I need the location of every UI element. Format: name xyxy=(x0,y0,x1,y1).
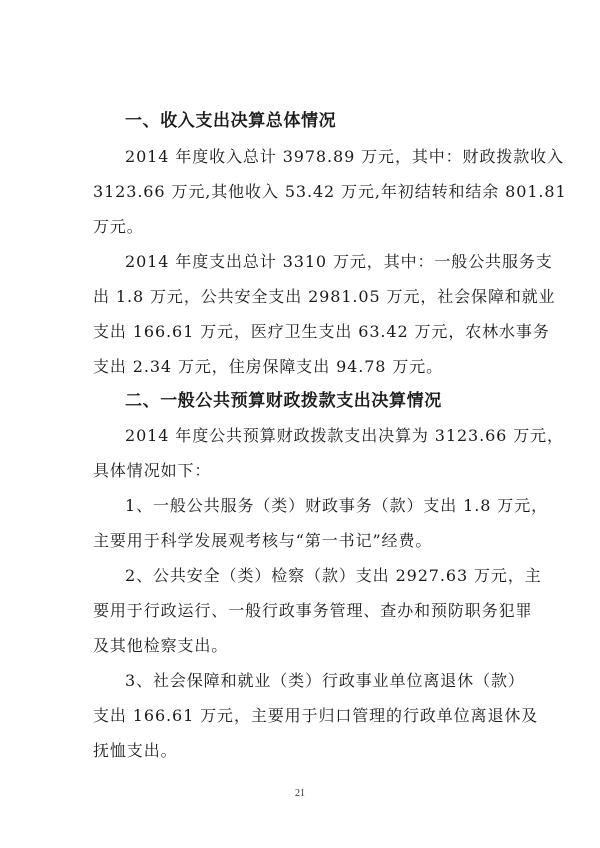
list-item-1-line: 1、一般公共服务（类）财政事务（款）支出 1.8 万元， xyxy=(125,496,548,515)
list-item-2-line: 及其他检察支出。 xyxy=(93,636,229,655)
paragraph-line: 支出 2.34 万元，住房保障支出 94.78 万元。 xyxy=(93,357,444,376)
list-item-1-line: 主要用于科学发展观考核与“第一书记”经费。 xyxy=(93,531,433,550)
paragraph-line: 2014 年度收入总计 3978.89 万元，其中：财政拨款收入 xyxy=(125,147,564,166)
section-heading-2: 二、一般公共预算财政拨款支出决算情况 xyxy=(125,391,442,411)
list-item-2-line: 要用于行政运行、一般行政事务管理、查办和预防职务犯罪 xyxy=(93,601,533,620)
list-item-3-line: 支出 166.61 万元，主要用于归口管理的行政单位离退休及 xyxy=(93,706,539,725)
paragraph-line: 2014 年度公共预算财政拨款支出决算为 3123.66 万元， xyxy=(125,426,564,445)
paragraph-line: 具体情况如下： xyxy=(93,461,212,480)
paragraph-line: 出 1.8 万元，公共安全支出 2981.05 万元，社会保障和就业 xyxy=(93,287,556,306)
page-number: 21 xyxy=(295,788,305,799)
paragraph-line: 万元。 xyxy=(93,217,144,236)
paragraph-line: 支出 166.61 万元，医疗卫生支出 63.42 万元，农林水事务 xyxy=(93,322,550,341)
paragraph-line: 2014 年度支出总计 3310 万元，其中：一般公共服务支 xyxy=(125,252,553,271)
paragraph-line: 3123.66 万元,其他收入 53.42 万元,年初结转和结余 801.81 xyxy=(93,182,567,201)
list-item-3-line: 抚恤支出。 xyxy=(93,741,178,760)
list-item-3-line: 3、社会保障和就业（类）行政事业单位离退休（款） xyxy=(125,671,525,690)
section-heading-1: 一、收入支出决算总体情况 xyxy=(125,111,337,131)
list-item-2-line: 2、公共安全（类）检察（款）支出 2927.63 万元，主 xyxy=(125,566,542,585)
